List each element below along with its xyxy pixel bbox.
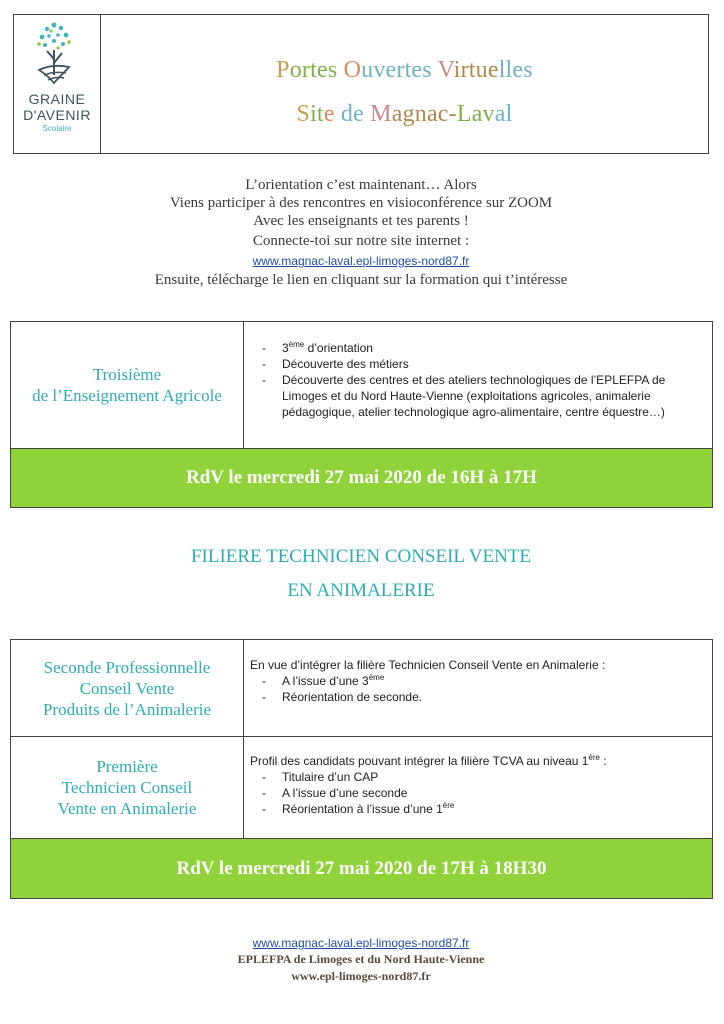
list-item-sup: ème bbox=[368, 673, 385, 682]
title-segment: P bbox=[276, 57, 290, 83]
formation-line: de l’Enseignement Agricole bbox=[32, 386, 222, 405]
title-segment: de bbox=[340, 101, 371, 127]
footer-institution bbox=[13, 951, 709, 967]
title-segment: M bbox=[370, 101, 392, 127]
title-segment: V bbox=[437, 57, 454, 83]
footer-link-row bbox=[13, 935, 709, 951]
footer-institution-text: EPLEFPA de Limoges et du Nord Haute-Vienne bbox=[237, 952, 485, 966]
formation-line: Technicien Conseil bbox=[61, 778, 193, 797]
list-item-sup: ère bbox=[442, 801, 455, 810]
table-tcva bbox=[10, 639, 713, 899]
page-title-line2 bbox=[101, 101, 708, 128]
title-segment: irtue bbox=[453, 57, 499, 83]
rdv-banner-1: RdV le mercredi 27 mai 2020 de 16H à 17H bbox=[11, 449, 712, 507]
footer-url-text: www.epl-limoges-nord87.fr bbox=[291, 969, 431, 983]
list-item-post: d’orientation bbox=[304, 341, 373, 355]
table-divider bbox=[243, 322, 244, 448]
list-item bbox=[250, 340, 706, 356]
header-box bbox=[13, 14, 709, 154]
details-list bbox=[250, 769, 706, 817]
title-segment: ortes bbox=[289, 57, 344, 83]
filiere-title-line1: FILIERE TECHNICIEN CONSEIL VENTE bbox=[190, 546, 532, 567]
formation-line: Troisième bbox=[92, 365, 162, 384]
logo-text-scolaire: Scolaire bbox=[42, 124, 72, 133]
details-troisieme bbox=[250, 340, 706, 420]
footer-url bbox=[13, 968, 709, 984]
list-item bbox=[250, 785, 706, 801]
title-segment: Lav bbox=[456, 101, 495, 127]
site-link[interactable]: www.magnac-laval.epl-limoges-nord87.fr bbox=[252, 254, 470, 268]
list-item bbox=[250, 356, 706, 372]
formation-line: Produits de l’Animalerie bbox=[42, 699, 212, 719]
filiere-title-line2: EN ANIMALERIE bbox=[287, 580, 435, 601]
logo-text-davenir: D'AVENIR bbox=[23, 107, 91, 123]
header-divider bbox=[100, 15, 101, 153]
list-item-text: A l’issue d’une seconde bbox=[282, 786, 408, 800]
intro-line-5: Ensuite, télécharge le lien en cliquant sur la formation qui t’intéresse bbox=[154, 272, 568, 288]
formation-line: Vente en Animalerie bbox=[57, 799, 197, 818]
intro-line-1: L’orientation c’est maintenant… Alors bbox=[245, 177, 477, 193]
details-intro-sup: ère bbox=[588, 753, 600, 762]
title-segment: agnac- bbox=[391, 101, 457, 127]
tree-logo-icon bbox=[14, 15, 100, 91]
title-segment: it bbox=[310, 101, 324, 127]
title-segment: S bbox=[296, 101, 311, 127]
details-intro: En vue d’intégrer la filière Technicien Conseil Vente en Animalerie : bbox=[250, 658, 606, 672]
list-item-text: 3 bbox=[282, 341, 289, 355]
title-segment: e bbox=[323, 101, 341, 127]
details-seconde-pro bbox=[250, 657, 706, 705]
page-title-line1 bbox=[101, 57, 708, 84]
list-item-text: Découverte des métiers bbox=[282, 357, 409, 371]
intro-line-3: Avec les enseignants et tes parents ! bbox=[253, 213, 469, 229]
list-item bbox=[250, 769, 706, 785]
footer-site-link[interactable]: www.magnac-laval.epl-limoges-nord87.fr bbox=[252, 936, 470, 950]
logo-text-graine: GRAINE bbox=[28, 91, 86, 107]
details-premiere-tcva bbox=[250, 753, 706, 817]
formation-seconde-pro bbox=[11, 640, 243, 736]
list-item bbox=[250, 673, 706, 689]
formation-line: Seconde Professionnelle bbox=[43, 657, 211, 677]
details-list bbox=[250, 673, 706, 705]
title-segment: O bbox=[343, 57, 362, 83]
details-intro-post: : bbox=[599, 754, 607, 768]
formation-line: Conseil Vente bbox=[79, 678, 175, 698]
intro-link-row bbox=[13, 252, 709, 270]
list-item-text: Réorientation de seconde. bbox=[282, 690, 423, 704]
details-intro-text: Profil des candidats pouvant intégrer la filière TCVA au niveau 1 bbox=[250, 754, 589, 768]
table-troisieme bbox=[10, 321, 713, 508]
intro-line-4: Connecte-toi sur notre site internet : bbox=[252, 233, 470, 249]
list-item-text: Titulaire d’un CAP bbox=[282, 770, 379, 784]
formation-line: Première bbox=[96, 757, 158, 776]
details-list bbox=[250, 340, 706, 420]
list-item bbox=[250, 372, 706, 420]
formation-troisieme bbox=[11, 322, 243, 448]
list-item-text: Réorientation à l’issue d’une 1 bbox=[282, 802, 443, 816]
title-segment: lles bbox=[498, 57, 533, 83]
formation-premiere-tcva bbox=[11, 737, 243, 838]
intro-line-2: Viens participer à des rencontres en visioconférence sur ZOOM bbox=[169, 195, 553, 211]
list-item-text: A l’issue d’une 3 bbox=[282, 674, 369, 688]
rdv-banner-2: RdV le mercredi 27 mai 2020 de 17H à 18H30 bbox=[11, 839, 712, 898]
title-segment: al bbox=[494, 101, 513, 127]
table-divider bbox=[243, 640, 244, 838]
list-item-sup: ème bbox=[288, 340, 305, 349]
list-item-text: Découverte des centres et des ateliers technologiques de l’EPLEFPA de Limoges et du Nord Haute-Vienne (exploitations agricoles, animalerie pédagogique, atelier technologique agro-alimentaire, centre équestre…) bbox=[282, 373, 666, 419]
list-item bbox=[250, 689, 706, 705]
list-item bbox=[250, 801, 706, 817]
details-intro bbox=[250, 753, 706, 769]
graine-davenir-logo bbox=[14, 15, 100, 153]
title-segment: uvertes bbox=[361, 57, 438, 83]
